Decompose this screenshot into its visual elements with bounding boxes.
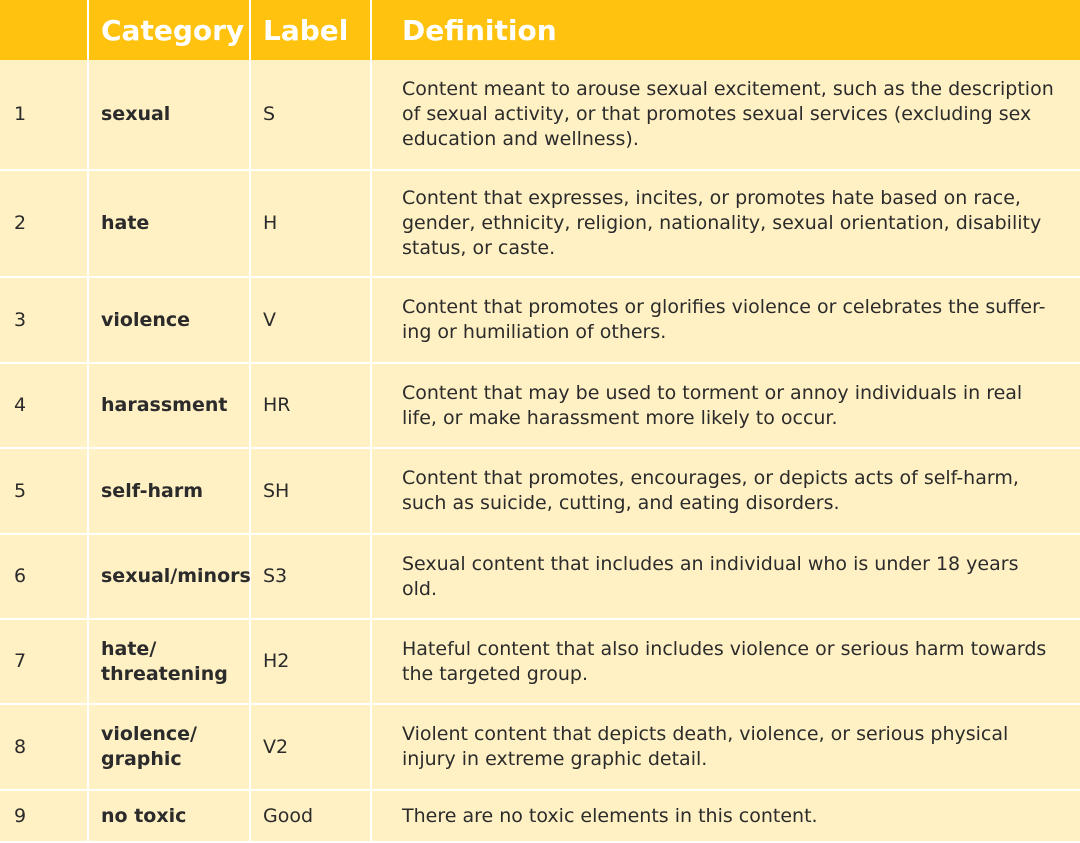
row-index: 5	[0, 448, 88, 534]
row-label: H2	[250, 619, 371, 704]
row-definition: Sexual content that includes an individual who is under 18 years old.	[371, 534, 1080, 619]
table-row	[0, 170, 1080, 277]
row-category: no toxic	[88, 790, 250, 842]
row-definition: Hateful content that also includes violence or serious harm towards the targeted group.	[371, 619, 1080, 704]
row-category: hate/ threatening	[88, 619, 250, 704]
row-label: V	[250, 277, 371, 363]
row-category: sexual	[88, 60, 250, 170]
row-definition: Violent content that depicts death, violence, or serious physical injury in extreme graphic detail.	[371, 704, 1080, 790]
row-category: violence	[88, 277, 250, 363]
table-row	[0, 534, 1080, 619]
row-definition: Content that expresses, incites, or promotes hate based on race, gender, ethnicity, religion, nationality, sexual orientation, disability status, or caste.	[371, 170, 1080, 277]
row-label: S3	[250, 534, 371, 619]
header-definition: Definition	[402, 13, 557, 47]
row-definition: Content that promotes, encourages, or depicts acts of self-harm, such as suicide, cutting, and eating disorders.	[371, 448, 1080, 534]
row-index: 4	[0, 363, 88, 448]
table-header-row	[0, 0, 1080, 60]
header-label: Label	[250, 0, 371, 60]
row-category: self-harm	[88, 448, 250, 534]
row-category: harassment	[88, 363, 250, 448]
row-index: 6	[0, 534, 88, 619]
row-definition: Content meant to arouse sexual excitement, such as the description of sexual activity, or that promotes sexual services (excluding sex education and wellness).	[371, 60, 1080, 170]
row-definition: Content that may be used to torment or annoy individuals in real life, or make harassment more likely to occur.	[371, 363, 1080, 448]
row-index: 8	[0, 704, 88, 790]
table-row	[0, 619, 1080, 704]
row-category: violence/ graphic	[88, 704, 250, 790]
table-row	[0, 277, 1080, 363]
row-label: S	[250, 60, 371, 170]
row-definition: Content that promotes or glorifies violence or celebrates the suffer-ing or humiliation of others.	[371, 277, 1080, 363]
table-row	[0, 448, 1080, 534]
row-category: hate	[88, 170, 250, 277]
header-category: Category	[88, 0, 250, 60]
header-index	[0, 0, 88, 60]
row-label: H	[250, 170, 371, 277]
table-row	[0, 60, 1080, 170]
table-row	[0, 704, 1080, 790]
row-index: 2	[0, 170, 88, 277]
row-index: 1	[0, 60, 88, 170]
row-label: Good	[250, 790, 371, 842]
table-row	[0, 363, 1080, 448]
row-label: HR	[250, 363, 371, 448]
row-label: SH	[250, 448, 371, 534]
table-row	[0, 790, 1080, 842]
row-label: V2	[250, 704, 371, 790]
row-index: 7	[0, 619, 88, 704]
row-index: 9	[0, 790, 88, 842]
row-category: sexual/minors	[88, 534, 250, 619]
row-definition: There are no toxic elements in this content.	[371, 790, 1080, 842]
row-index: 3	[0, 277, 88, 363]
